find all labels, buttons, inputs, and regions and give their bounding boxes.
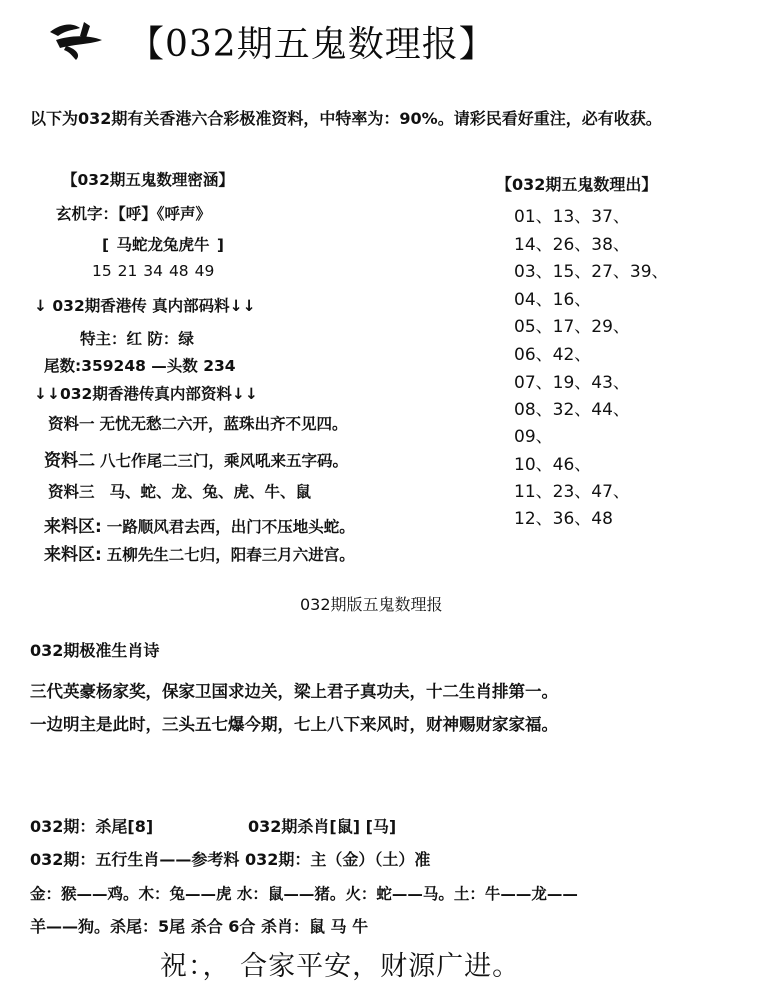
info-line (44, 540, 355, 565)
brush-calligraphy-logo-icon (46, 18, 106, 62)
info-line (48, 412, 347, 434)
info-text: 一路顺风君去西，出门不压地头蛇。 (106, 518, 355, 536)
info-line (48, 480, 311, 502)
info-line (44, 512, 355, 537)
middle-title: 032期版五鬼数理报 (300, 595, 443, 614)
intro-text: 以下为032期有关香港六合彩极准资料，中特率为：90%。请彩民看好重注，必有收获。 (30, 109, 662, 128)
poem-line: 三代英豪杨家奖，保家卫国求边关，梁上君子真功夫，十二生肖排第一。 (30, 682, 558, 701)
number-row: 14、26、38、 (514, 235, 630, 255)
info-label: 资料一 (48, 415, 95, 433)
number-row: 06、42、 (514, 345, 592, 365)
number-row: 04、16、 (514, 290, 592, 310)
zodiac-group: [ 马蛇龙兔虎牛 ] (102, 236, 224, 254)
number-row: 12、36、48 (514, 509, 613, 529)
blessing: 祝：， 合家平安，财源广进。 (160, 951, 521, 982)
info-text: 五柳先生二七归，阳春三月六进宫。 (106, 546, 355, 564)
tail-numbers: 尾数:359248 —头数 234 (44, 357, 236, 375)
mystery-word: 玄机字：【呼】《呼声》 (56, 205, 212, 223)
elements-line: 金：猴——鸡。木：兔——虎 水：鼠——猪。火：蛇——马。土：牛——龙—— (30, 885, 578, 903)
five-elements: 032期：五行生肖——参考料 032期：主（金）（土）准 (30, 850, 431, 869)
number-row: 09、 (514, 427, 553, 447)
hk-info-title: ↓↓032期香港传真内部资料↓↓ (34, 385, 258, 403)
info-line (44, 446, 348, 471)
special-main: 特主：红 防：绿 (80, 330, 194, 348)
number-row: 03、15、27、39、 (514, 262, 669, 282)
hk-code-title: ↓ 032期香港传 真内部码料↓↓ (34, 297, 256, 315)
number-row: 08、32、44、 (514, 400, 630, 420)
numbers-row: 15 21 34 48 49 (92, 262, 215, 280)
right-title: 【032期五鬼数理出】 (496, 175, 658, 194)
poem-line: 一边明主是此时，三头五七爆今期，七上八下来风时，财神赐财家家福。 (30, 715, 558, 734)
kill-zodiac: 032期杀肖[鼠] [马] (248, 817, 397, 836)
number-row: 07、19、43、 (514, 373, 630, 393)
info-label: 来料区: (44, 545, 102, 565)
number-row: 11、23、47、 (514, 482, 630, 502)
number-row: 10、46、 (514, 455, 592, 475)
secret-title: 【032期五鬼数理密涵】 (62, 171, 234, 189)
info-text: 无忧无愁二六开，蓝珠出齐不见四。 (99, 415, 348, 433)
last-line: 羊——狗。杀尾：5尾 杀合 6合 杀肖：鼠 马 牛 (30, 917, 369, 936)
number-row: 05、17、29、 (514, 317, 630, 337)
info-text: 八七作尾二三门，乘风吼来五字码。 (99, 452, 348, 470)
poem-title: 032期极准生肖诗 (30, 641, 160, 660)
number-row: 01、13、37、 (514, 207, 630, 227)
info-text: 马、蛇、龙、兔、虎、牛、鼠 (109, 483, 311, 501)
kill-tail: 032期：杀尾[8] (30, 817, 154, 836)
info-label: 来料区: (44, 517, 102, 537)
info-label: 资料三 (48, 483, 95, 501)
info-label: 资料二 (44, 451, 95, 471)
page-title: 【032期五鬼数理报】 (128, 24, 496, 65)
